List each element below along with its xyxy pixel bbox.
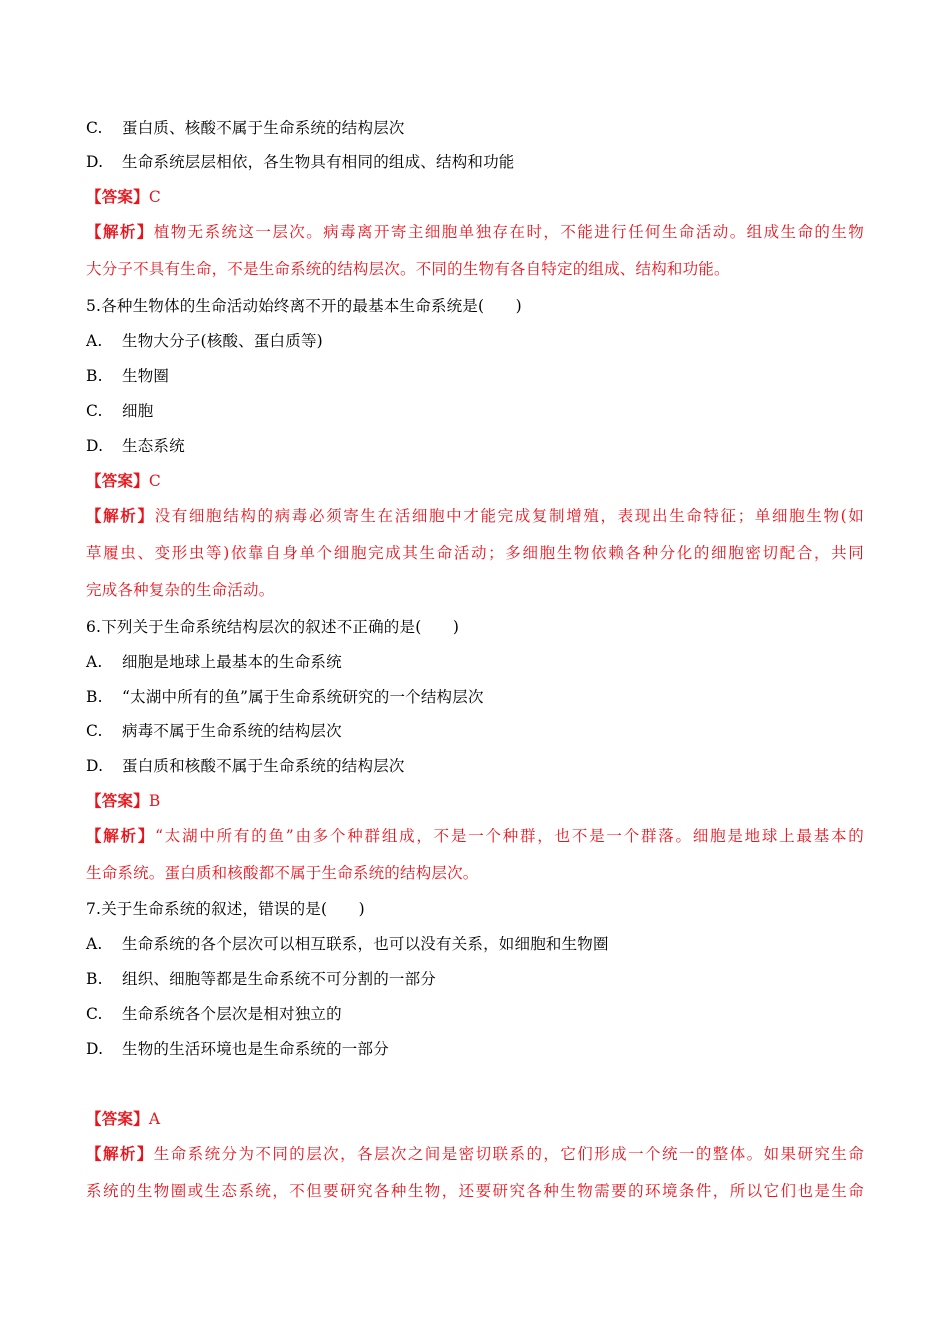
- q6-option-d: [86, 756, 405, 776]
- answer-tag: 【答案】: [86, 187, 149, 206]
- q7-analysis-line1: [86, 1144, 864, 1164]
- option-letter: A.: [86, 653, 103, 671]
- answer-value: C: [148, 188, 161, 206]
- q5-analysis-line3: 完成各种复杂的生命活动。: [86, 581, 275, 599]
- q7-analysis-line2: 系统的生物圈或生态系统，不但要研究各种生物，还要研究各种生物需要的环境条件，所以它们也是生命: [86, 1182, 864, 1200]
- option-letter: B.: [86, 367, 103, 385]
- q6-analysis-line2: 生命系统。蛋白质和核酸都不属于生命系统的结构层次。: [86, 864, 479, 882]
- q6-option-b: [86, 687, 484, 707]
- q7-option-c: [86, 1004, 342, 1024]
- q4-analysis-line1: [86, 222, 864, 242]
- option-letter: D.: [86, 757, 104, 775]
- answer-tag: 【答案】: [86, 791, 149, 810]
- option-letter: A.: [86, 332, 103, 350]
- option-text: 生物的生活环境也是生命系统的一部分: [122, 1040, 389, 1058]
- q6-answer: [86, 791, 160, 811]
- q7-option-a: [86, 934, 609, 954]
- analysis-tag: 【解析】: [86, 826, 156, 845]
- option-letter: C.: [86, 722, 103, 740]
- q6-analysis-line1: [86, 826, 864, 846]
- option-text: 组织、细胞等都是生命系统不可分割的一部分: [122, 970, 437, 988]
- q7-stem: 7.关于生命系统的叙述，错误的是( ): [86, 900, 365, 918]
- q5-analysis-line2: 草履虫、变形虫等)依靠自身单个细胞完成其生命活动；多细胞生物依赖各种分化的细胞密切配合，共同: [86, 544, 864, 562]
- option-text: 病毒不属于生命系统的结构层次: [122, 722, 342, 740]
- q5-option-b: [86, 366, 169, 386]
- option-letter: C.: [86, 402, 103, 420]
- option-text: “太湖中所有的鱼”属于生命系统研究的一个结构层次: [122, 688, 484, 706]
- q7-option-d: [86, 1039, 389, 1059]
- q5-option-d: [86, 436, 185, 456]
- analysis-text: 生命系统分为不同的层次，各层次之间是密切联系的，它们形成一个统一的整体。如果研究生命: [153, 1145, 864, 1163]
- analysis-text: 植物无系统这一层次。病毒离开寄主细胞单独存在时，不能进行任何生命活动。组成生命的生物: [153, 223, 864, 241]
- analysis-tag: 【解析】: [86, 222, 154, 241]
- option-letter: A.: [86, 935, 103, 953]
- analysis-tag: 【解析】: [86, 506, 155, 525]
- q7-option-b: [86, 969, 436, 989]
- q6-option-c: [86, 721, 342, 741]
- option-text: 蛋白质和核酸不属于生命系统的结构层次: [122, 757, 405, 775]
- option-text: 生命系统层层相依，各生物具有相同的组成、结构和功能: [122, 153, 515, 171]
- answer-value: C: [148, 472, 161, 490]
- option-letter: B.: [86, 970, 103, 988]
- q5-option-a: [86, 331, 323, 351]
- option-text: 生态系统: [122, 437, 185, 455]
- option-text: 蛋白质、核酸不属于生命系统的结构层次: [122, 119, 405, 137]
- option-text: 生命系统的各个层次可以相互联系，也可以没有关系，如细胞和生物圈: [122, 935, 609, 953]
- q5-stem: 5.各种生物体的生命活动始终离不开的最基本生命系统是( ): [86, 297, 522, 315]
- q4-option-d: [86, 152, 515, 172]
- analysis-text: 没有细胞结构的病毒必须寄生在活细胞中才能完成复制增殖，表现出生命特征；单细胞生物(如: [154, 507, 864, 525]
- q6-option-a: [86, 652, 342, 672]
- option-text: 细胞: [122, 402, 154, 420]
- option-text: 生命系统各个层次是相对独立的: [122, 1005, 342, 1023]
- analysis-text: “太湖中所有的鱼”由多个种群组成，不是一个种群，也不是一个群落。细胞是地球上最基本的: [155, 827, 864, 845]
- q4-option-c: [86, 118, 405, 138]
- answer-tag: 【答案】: [86, 1109, 149, 1128]
- option-text: 生物圈: [122, 367, 170, 385]
- option-letter: C.: [86, 1005, 103, 1023]
- q5-answer: [86, 471, 161, 491]
- q4-analysis-line2: 大分子不具有生命，不是生命系统的结构层次。不同的生物有各自特定的组成、结构和功能。: [86, 260, 730, 278]
- q5-analysis-line1: [86, 506, 864, 526]
- analysis-tag: 【解析】: [86, 1144, 154, 1163]
- q7-answer: [86, 1109, 160, 1129]
- option-letter: C.: [86, 119, 103, 137]
- q4-answer: [86, 187, 161, 207]
- option-text: 细胞是地球上最基本的生命系统: [122, 653, 342, 671]
- answer-value: B: [148, 792, 161, 810]
- option-letter: D.: [86, 1040, 104, 1058]
- answer-value: A: [148, 1110, 161, 1128]
- q6-stem: 6.下列关于生命系统结构层次的叙述不正确的是( ): [86, 618, 460, 636]
- option-letter: B.: [86, 688, 103, 706]
- option-letter: D.: [86, 437, 104, 455]
- option-letter: D.: [86, 153, 104, 171]
- q5-option-c: [86, 401, 153, 421]
- option-text: 生物大分子(核酸、蛋白质等): [122, 332, 323, 350]
- answer-tag: 【答案】: [86, 471, 149, 490]
